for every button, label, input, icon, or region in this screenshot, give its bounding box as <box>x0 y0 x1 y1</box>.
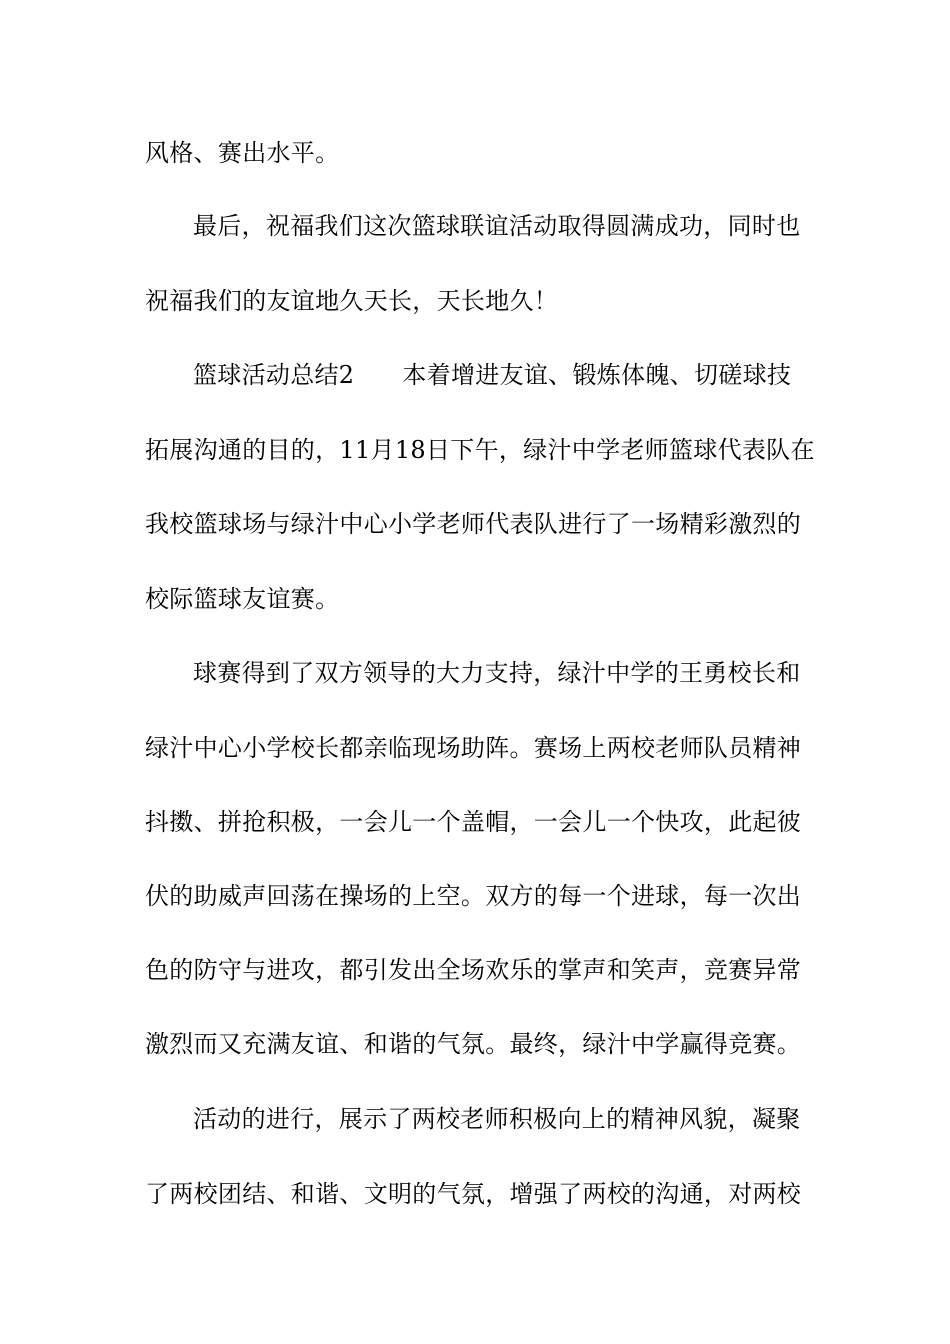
text-line: 色的防守与进攻，都引发出全场欢乐的掌声和笑声，竞赛异常 <box>145 956 802 984</box>
text-line: 球赛得到了双方领导的大力支持，绿汁中学的王勇校长和 <box>193 659 801 687</box>
text-line: 了两校团结、和谐、文明的气氛，增强了两校的沟通，对两校 <box>145 1180 802 1208</box>
text-line: 伏的助威声回荡在操场的上空。双方的每一个进球，每一次出 <box>145 882 802 910</box>
text-line: 激烈而又充满友谊、和谐的气氛。最终，绿汁中学赢得竞赛。 <box>145 1030 802 1058</box>
heading-continuation: 本着增进友谊、锻炼体魄、切磋球技 <box>402 361 792 389</box>
text-line: 祝福我们的友谊地久天长，天长地久！ <box>145 287 559 315</box>
text-line: 风格、赛出水平。 <box>145 139 340 167</box>
text-line: 绿汁中心小学校长都亲临现场助阵。赛场上两校老师队员精神 <box>145 734 802 762</box>
text-line: 拓展沟通的目的，11月18日下午，绿汁中学老师篮球代表队在 <box>145 436 815 464</box>
text-line-heading <box>193 355 873 395</box>
text-line: 我校篮球场与绿汁中心小学老师代表队进行了一场精彩激烈的 <box>145 510 802 538</box>
text-line: 抖擞、拼抢积极，一会儿一个盖帽，一会儿一个快攻，此起彼 <box>145 808 802 836</box>
text-line: 校际篮球友谊赛。 <box>145 585 340 613</box>
text-line: 活动的进行，展示了两校老师积极向上的精神风貌，凝聚 <box>193 1105 801 1133</box>
section-heading: 篮球活动总结2 <box>193 361 355 389</box>
text-line: 最后，祝福我们这次篮球联谊活动取得圆满成功，同时也 <box>193 212 801 240</box>
